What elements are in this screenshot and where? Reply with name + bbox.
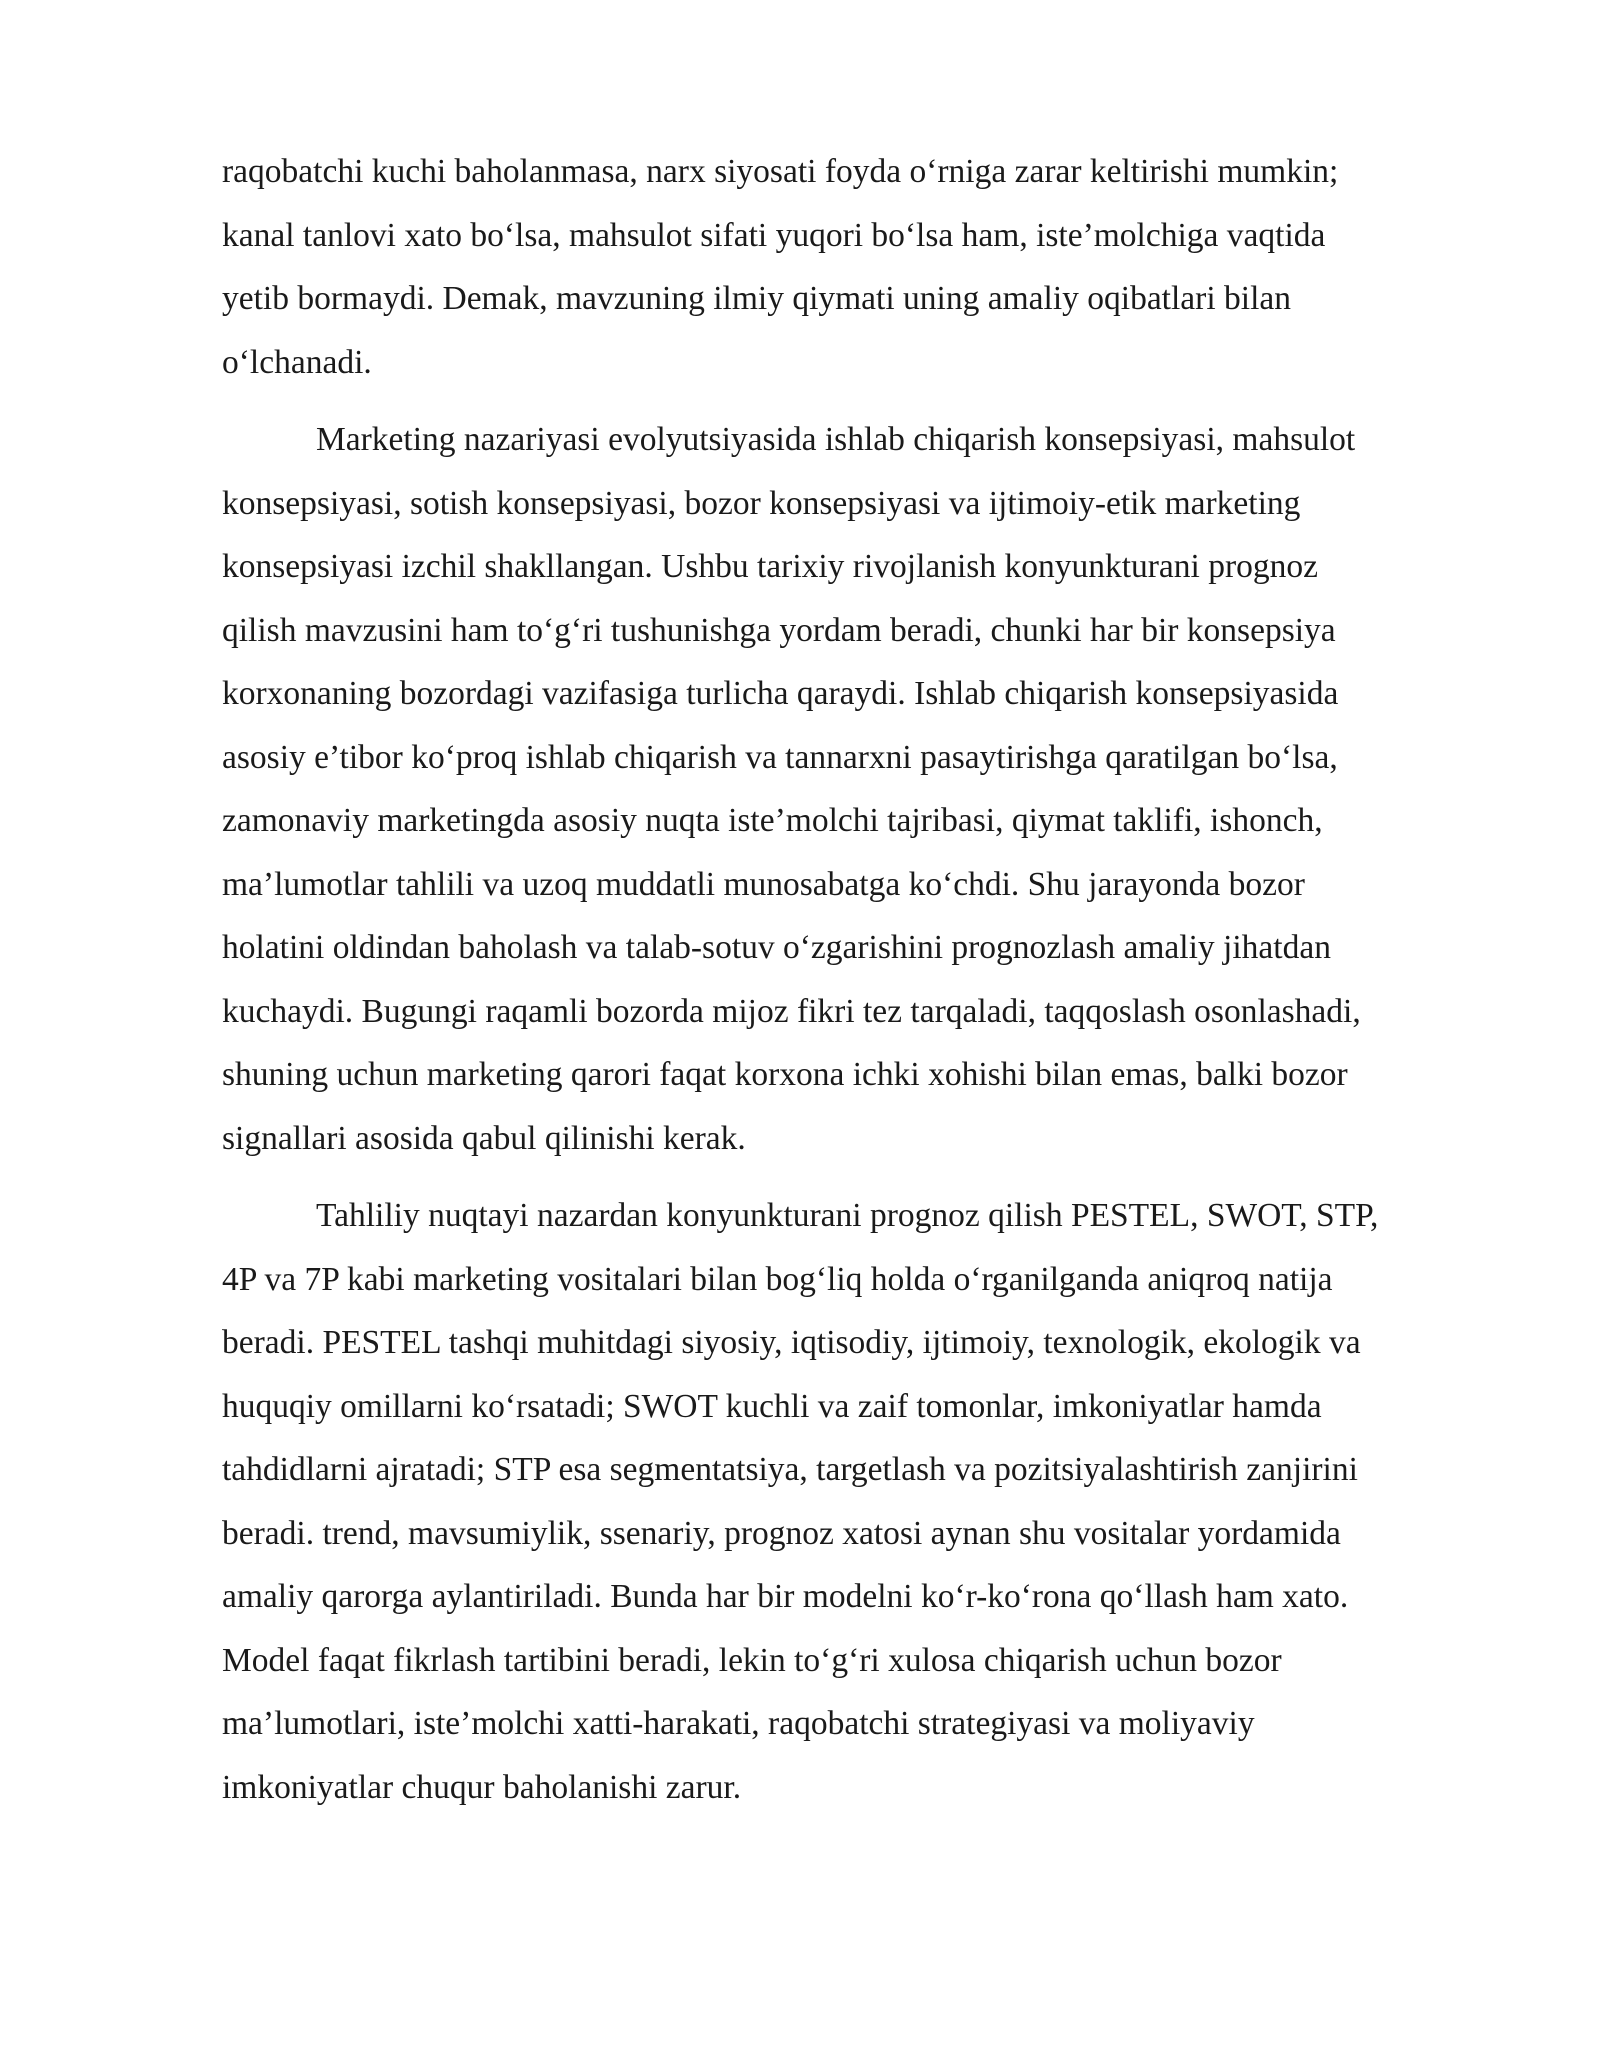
paragraph-line: Tahliliy nuqtayi nazardan konyunkturani prognoz qilish PESTEL, SWOT, STP, (316, 1197, 1379, 1234)
paragraph-line: ma’lumotlar tahlili va uzoq muddatli munosabatga ko‘chdi. Shu jarayonda bozor (222, 865, 1305, 903)
paragraph-line: asosiy e’tibor ko‘proq ishlab chiqarish va tannarxni pasaytirishga qaratilgan bo‘lsa, (222, 738, 1338, 776)
paragraph-3 (222, 1184, 1502, 1819)
paragraph-line: ma’lumotlari, iste’molchi xatti-harakati, raqobatchi strategiyasi va moliyaviy (222, 1705, 1255, 1742)
paragraph-line: Model faqat fikrlash tartibini beradi, lekin to‘g‘ri xulosa chiqarish uchun bozor (222, 1641, 1282, 1679)
paragraph-line: beradi. PESTEL tashqi muhitdagi siyosiy, iqtisodiy, ijtimoiy, texnologik, ekologik va (222, 1324, 1361, 1361)
paragraph-line: qilish mavzusini ham to‘g‘ri tushunishga yordam beradi, chunki har bir konsepsiya (222, 611, 1336, 649)
paragraph-line: beradi. trend, mavsumiylik, ssenariy, prognoz xatosi aynan shu vositalar yordamida (222, 1514, 1341, 1552)
paragraph-1 (222, 140, 1502, 394)
paragraph-2 (222, 408, 1502, 1170)
paragraph-line: amaliy qarorga aylantiriladi. Bunda har bir modelni ko‘r-ko‘rona qo‘llash ham xato. (222, 1578, 1349, 1615)
paragraph-line: tahdidlarni ajratadi; STP esa segmentatsiya, targetlash va pozitsiyalashtirish zanjirini (222, 1451, 1358, 1488)
paragraph-line: konsepsiyasi izchil shakllangan. Ushbu tarixiy rivojlanish konyunkturani prognoz (222, 548, 1319, 585)
paragraph-line: imkoniyatlar chuqur baholanishi zarur. (222, 1768, 742, 1806)
paragraph-line: signallari asosida qabul qilinishi kerak. (222, 1119, 746, 1157)
paragraph-line: holatini oldindan baholash va talab-sotuv o‘zgarishini prognozlash amaliy jihatdan (222, 929, 1331, 966)
paragraph-line: raqobatchi kuchi baholanmasa, narx siyosati foyda o‘rniga zarar keltirishi mumkin; (222, 153, 1339, 190)
paragraph-line: zamonaviy marketingda asosiy nuqta iste’molchi tajribasi, qiymat taklifi, ishonch, (222, 802, 1323, 839)
paragraph-line: 4P va 7P kabi marketing vositalari bilan bog‘liq holda o‘rganilganda aniqroq natija (222, 1260, 1333, 1298)
paragraph-line: korxonaning bozordagi vazifasiga turlicha qaraydi. Ishlab chiqarish konsepsiyasida (222, 675, 1339, 712)
paragraph-line: kanal tanlovi xato bo‘lsa, mahsulot sifati yuqori bo‘lsa ham, iste’molchiga vaqtida (222, 216, 1326, 254)
paragraph-line: Marketing nazariyasi evolyutsiyasida ishlab chiqarish konsepsiyasi, mahsulot (316, 421, 1356, 458)
document-body (222, 140, 1502, 1819)
paragraph-line: o‘lchanadi. (222, 343, 372, 381)
paragraph-line: huquqiy omillarni ko‘rsatadi; SWOT kuchli va zaif tomonlar, imkoniyatlar hamda (222, 1387, 1322, 1425)
paragraph-line: kuchaydi. Bugungi raqamli bozorda mijoz fikri tez tarqaladi, taqqoslash osonlashadi, (222, 992, 1361, 1030)
paragraph-line: shuning uchun marketing qarori faqat korxona ichki xohishi bilan emas, balki bozor (222, 1056, 1348, 1093)
paragraph-line: yetib bormaydi. Demak, mavzuning ilmiy qiymati uning amaliy oqibatlari bilan (222, 280, 1291, 317)
paragraph-line: konsepsiyasi, sotish konsepsiyasi, bozor konsepsiyasi va ijtimoiy-etik marketing (222, 484, 1301, 522)
